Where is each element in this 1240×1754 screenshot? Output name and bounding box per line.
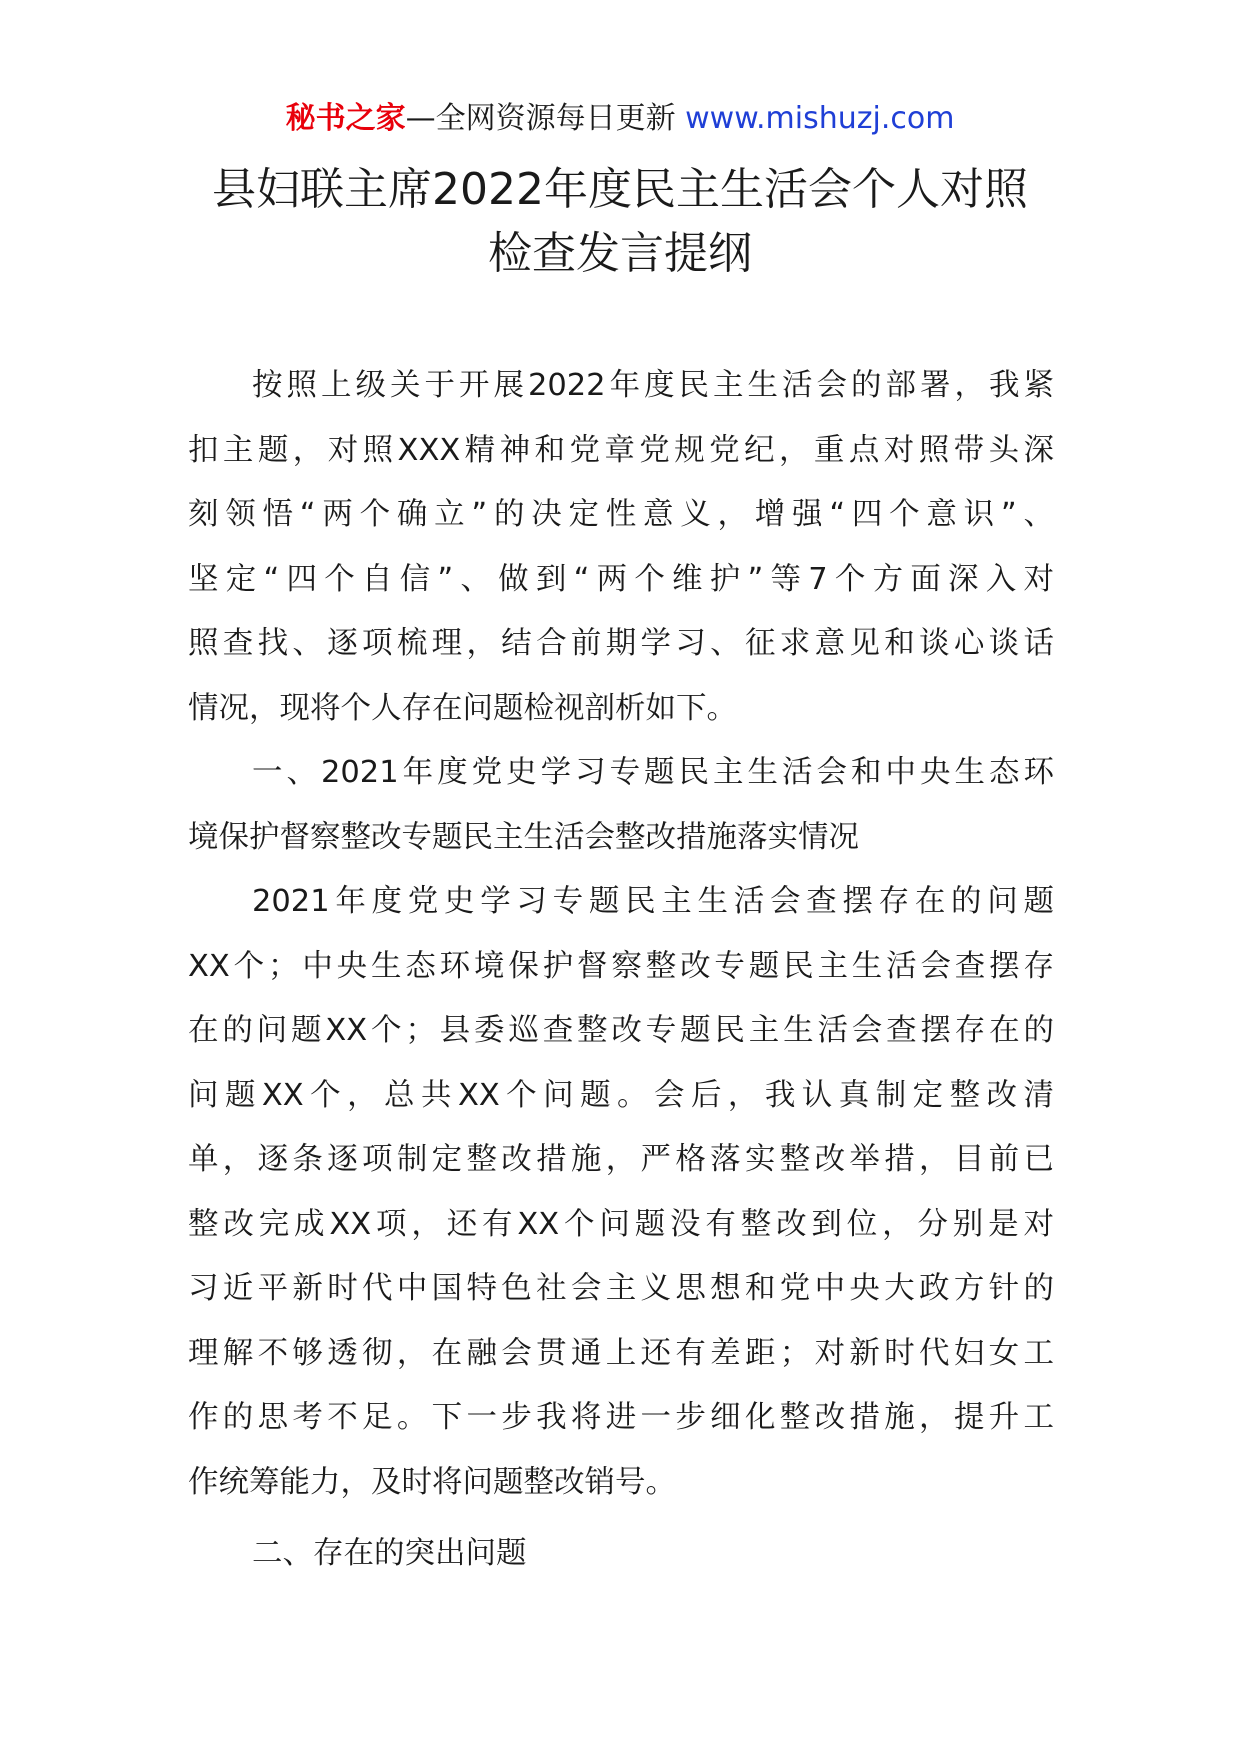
section-1-line: XX个；中央生态环境保护督察整改专题民主生活会查摆存 xyxy=(188,948,1054,984)
intro-line: 坚定“四个自信”、做到“两个维护”等7个方面深入对 xyxy=(188,561,1054,597)
section-1-line: 理解不够透彻，在融会贯通上还有差距；对新时代妇女工 xyxy=(188,1335,1054,1371)
section-1-line: 单，逐条逐项制定整改措施，严格落实整改举措，目前已 xyxy=(188,1142,1054,1177)
section-1-line: 问题XX个，总共XX个问题。会后，我认真制定整改清 xyxy=(188,1077,1054,1113)
intro-line: 扣主题，对照XXX精神和党章党规党纪，重点对照带头深 xyxy=(188,432,1054,468)
banner-tagline: —全网资源每日更新 xyxy=(405,101,686,136)
title-line-2: 检查发言提纲 xyxy=(488,228,752,279)
intro-line: 按照上级关于开展2022年度民主生活会的部署，我紧 xyxy=(252,368,1054,403)
section-1-heading-line: 一、2021年度党史学习专题民主生活会和中央生态环 xyxy=(252,755,1054,790)
brand-name: 秘书之家 xyxy=(285,101,406,136)
section-2-heading: 二、存在的突出问题 xyxy=(252,1536,527,1571)
intro-line: 情况，现将个人存在问题检视剖析如下。 xyxy=(188,690,737,726)
section-1-line: 整改完成XX项，还有XX个问题没有整改到位，分别是对 xyxy=(188,1206,1054,1242)
intro-paragraph xyxy=(188,354,1054,741)
section-1-line: 习近平新时代中国特色社会主义思想和党中央大政方针的 xyxy=(188,1271,1054,1306)
site-url[interactable]: www.mishuzj.com xyxy=(685,101,955,136)
section-1-line: 2021年度党史学习专题民主生活会查摆存在的问题 xyxy=(252,884,1054,919)
section-1-line: 在的问题XX个；县委巡查整改专题民主生活会查摆存在的 xyxy=(188,1013,1054,1048)
title-line-1: 县妇联主席2022年度民主生活会个人对照 xyxy=(212,164,1028,215)
site-banner xyxy=(0,98,1240,140)
section-1-heading-line: 境保护督察整改专题民主生活会整改措施落实情况 xyxy=(188,819,859,855)
section-1-paragraph xyxy=(188,870,1054,1515)
section-1-heading xyxy=(188,741,1054,870)
document-title xyxy=(160,158,1080,286)
intro-line: 照查找、逐项梳理，结合前期学习、征求意见和谈心谈话 xyxy=(188,626,1054,661)
section-1-line: 作的思考不足。下一步我将进一步细化整改措施，提升工 xyxy=(188,1400,1054,1435)
document-body xyxy=(188,354,1054,1515)
section-1-line: 作统筹能力，及时将问题整改销号。 xyxy=(188,1464,676,1500)
intro-line: 刻领悟“两个确立”的决定性意义，增强“四个意识”、 xyxy=(188,497,1054,532)
